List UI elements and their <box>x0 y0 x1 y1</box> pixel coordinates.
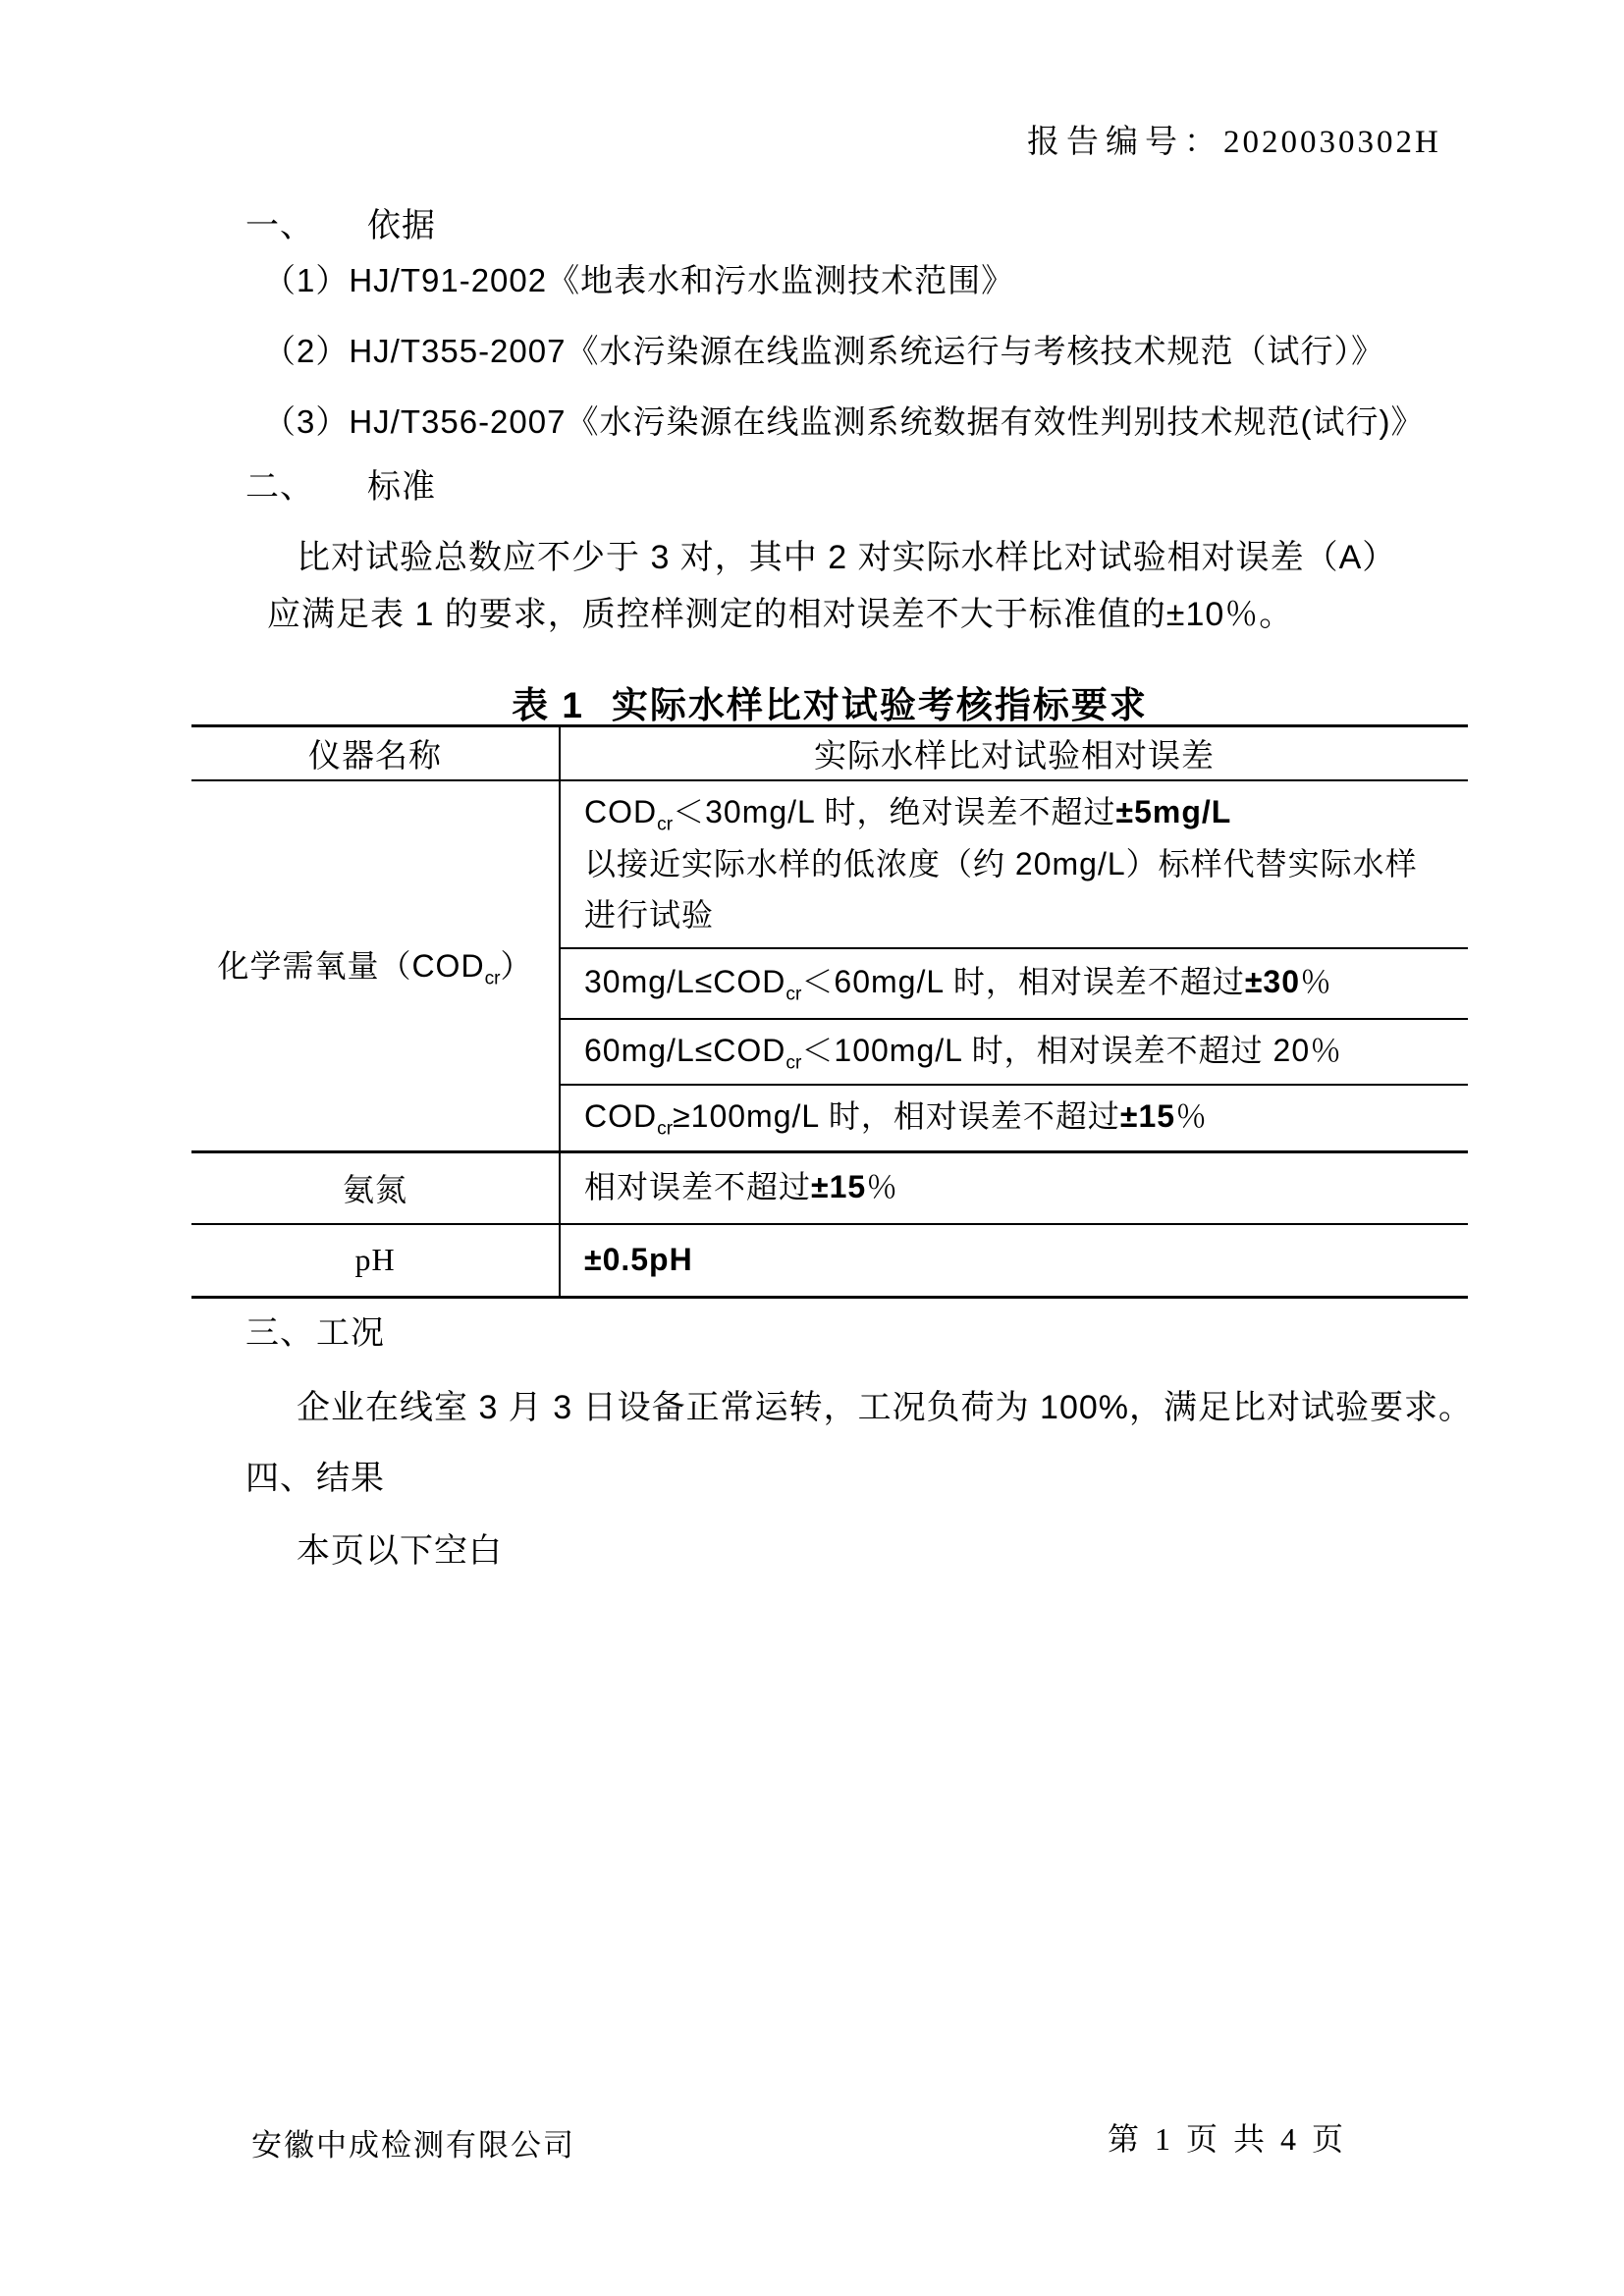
section-three-heading <box>245 1306 385 1354</box>
ph-name-cell: pH <box>191 1224 560 1297</box>
cod-criteria-cell-1: $COD_{cr}<30mg/L$ 时，绝对误差不超过±5mg/L 以接近实际水样的低浓度（约 20mg/L）标样代替实际水样 进行试验 <box>560 780 1468 948</box>
section-one-heading <box>245 198 436 246</box>
section-one-number: 一、 <box>245 207 314 244</box>
section-four-number: 四、 <box>245 1460 314 1497</box>
reference-item: （1）HJ/T91-2002《地表水和污水监测技术范围》 <box>263 262 1015 298</box>
condition-paragraph: 企业在线室 3 月 3 日设备正常运转，工况负荷为 100%，满足比对试验要求。 <box>297 1389 1474 1426</box>
section-three-title: 工况 <box>316 1314 385 1352</box>
section-four-heading <box>245 1451 385 1499</box>
blank-page-note: 本页以下空白 <box>297 1532 503 1570</box>
table-title-prefix: 表 1 <box>512 685 584 725</box>
cod-criteria-cell-4: $COD_{cr}\ge 100mg/L$ 时，相对误差不超过±15％ <box>560 1085 1468 1151</box>
table-header-row <box>191 726 1468 780</box>
table-row <box>191 1224 1468 1297</box>
report-number-value: 2020030302H <box>1223 125 1441 160</box>
footer-page-number: 第 1 页 共 4 页 <box>1108 2121 1348 2157</box>
section-two-title: 标准 <box>367 468 436 506</box>
standard-paragraph-line: 比对试验总数应不少于 3 对，其中 2 对实际水样比对试验相对误差（A） <box>297 539 1397 576</box>
table-title-text: 实际水样比对试验考核指标要求 <box>611 685 1148 725</box>
ph-criteria-cell: ±0.5pH <box>584 1241 693 1277</box>
cod-name-cell: 化学需氧量$(COD_{cr})$ <box>191 780 560 1152</box>
cod-criteria-cell-2: $30mg/L\le COD_{cr}<60mg/L$ 时，相对误差不超过±30％ <box>560 948 1468 1019</box>
table-row <box>191 780 1468 948</box>
ammonia-criteria-cell: 相对误差不超过±15％ <box>560 1151 1468 1224</box>
reference-item: （2）HJ/T355-2007《水污染源在线监测系统运行与考核技术规范（试行）》 <box>263 333 1384 369</box>
reference-item: （3）HJ/T356-2007《水污染源在线监测系统数据有效性判别技术规范(试行)》 <box>263 403 1425 440</box>
section-four-title: 结果 <box>316 1460 385 1497</box>
report-number-line <box>1027 116 1441 162</box>
report-number-label: 报告编号： <box>1027 125 1223 160</box>
section-one-title: 依据 <box>367 207 436 244</box>
table-header-error: 实际水样比对试验相对误差 <box>560 726 1468 780</box>
section-three-number: 三、 <box>245 1314 314 1352</box>
criteria-table <box>191 724 1468 1299</box>
footer-company-name: 安徽中成检测有限公司 <box>251 2128 575 2163</box>
section-two-heading <box>245 459 436 507</box>
table-header-instrument: 仪器名称 <box>191 726 560 780</box>
table-row <box>191 1151 1468 1224</box>
standard-paragraph-line: 应满足表 1 的要求，质控样测定的相对误差不大于标准值的±10％。 <box>267 596 1294 633</box>
table-title <box>191 675 1468 728</box>
ammonia-name-cell: 氨氮 <box>191 1151 560 1224</box>
cod-criteria-cell-3: $60mg/L\le COD_{cr}<100mg/L$ 时，相对误差不超过 20％ <box>560 1019 1468 1085</box>
section-two-number: 二、 <box>245 468 314 506</box>
